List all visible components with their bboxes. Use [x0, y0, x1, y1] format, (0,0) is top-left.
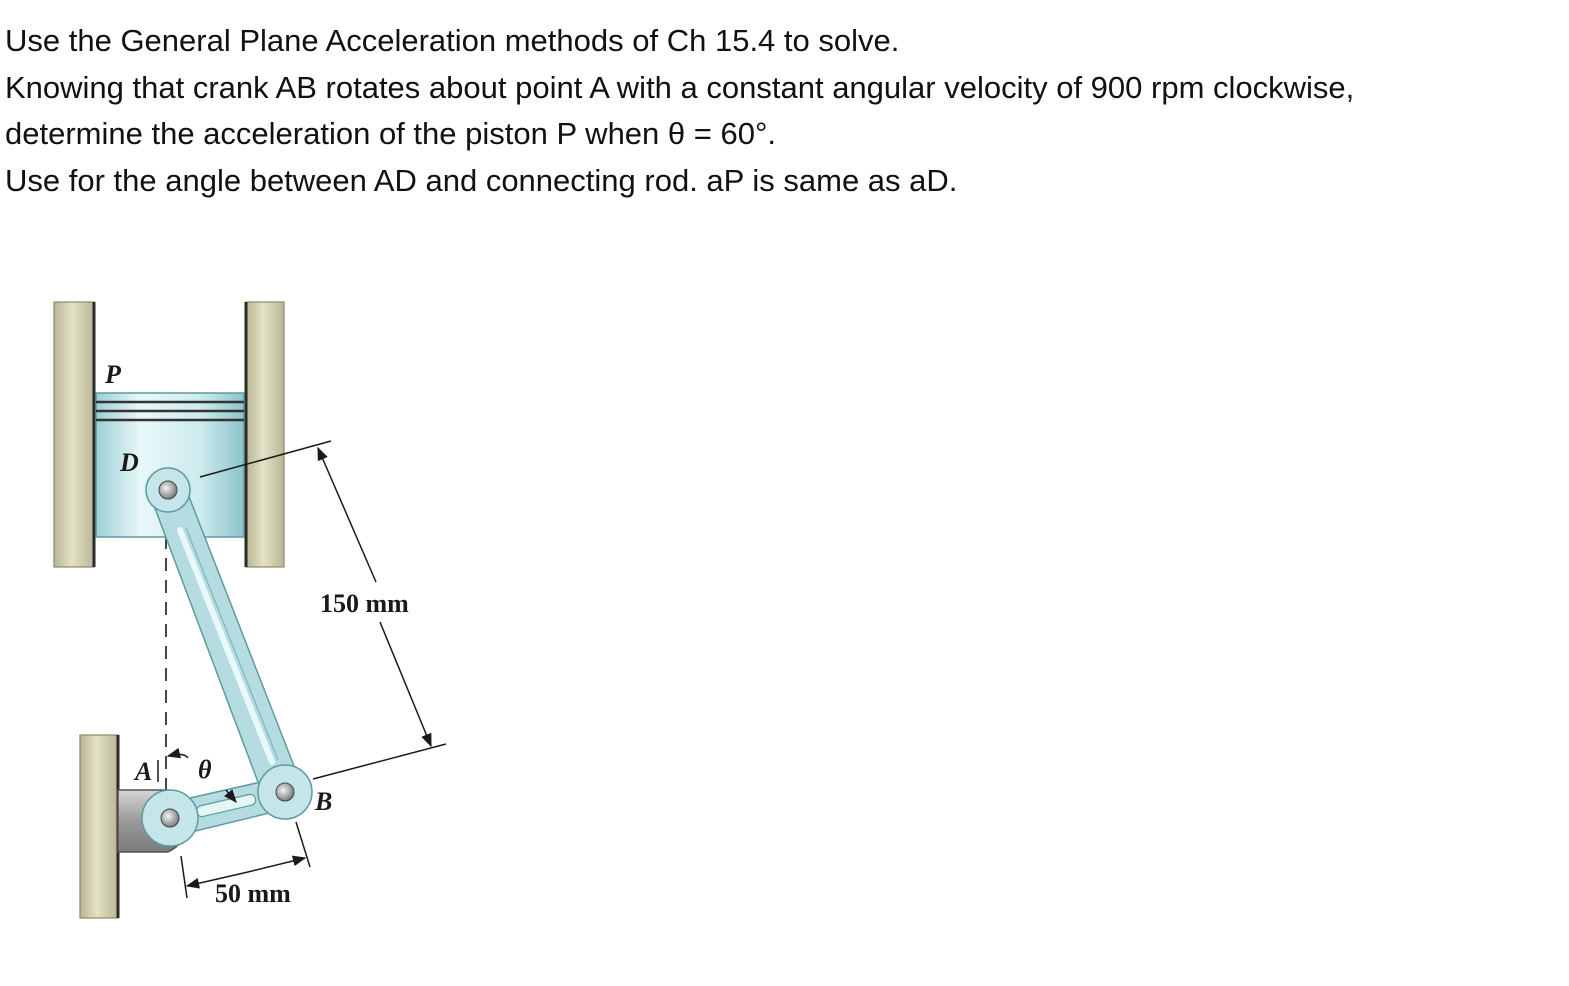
rod-length-label: 150 mm: [320, 589, 409, 618]
problem-line-1: Use the General Plane Acceleration methods of Ch 15.4 to solve.: [5, 23, 900, 58]
rod-extension-bottom: [313, 744, 446, 779]
cylinder-wall-left: [54, 302, 94, 567]
label-theta: θ: [198, 755, 212, 784]
cylinder-wall-right: [246, 302, 284, 567]
pin-A: [161, 809, 179, 827]
pin-D: [159, 481, 177, 499]
rod-dim-arrow-upper: [318, 448, 376, 582]
crank-extension-left: [181, 856, 187, 898]
crank-dim-line-right: [248, 858, 305, 872]
crank-length-label: 50 mm: [215, 879, 291, 908]
label-P: P: [105, 360, 121, 389]
label-D: D: [120, 448, 139, 477]
label-A: A: [135, 757, 153, 786]
label-B: B: [315, 787, 333, 816]
base-wall: [80, 735, 118, 918]
problem-line-2: Knowing that crank AB rotates about point A with a constant angular velocity of 900 rpm clockwise,: [5, 69, 1355, 105]
problem-line-3: determine the acceleration of the piston P when θ = 60°.: [5, 116, 776, 151]
problem-line-4: Use for the angle between AD and connecting rod. aP is same as aD.: [5, 162, 958, 198]
pin-B: [276, 783, 294, 801]
rod-dim-arrow-lower: [380, 622, 431, 746]
theta-arc: [168, 754, 188, 758]
